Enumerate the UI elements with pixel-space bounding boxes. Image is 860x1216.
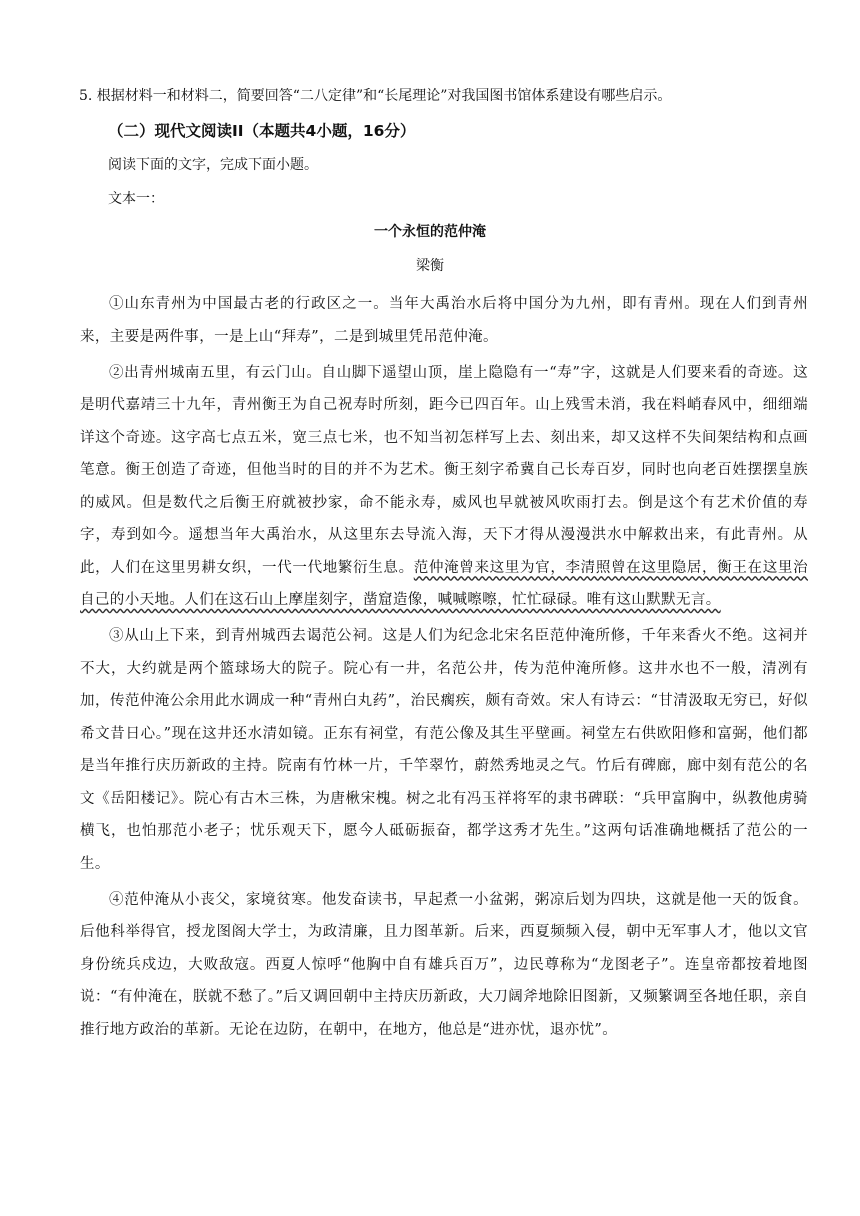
text-label: 文本一：	[108, 191, 164, 207]
article-author: 梁衡	[416, 258, 444, 274]
paragraph-1: ①山东青州为中国最古老的行政区之一。当年大禹治水后将中国分为九州，即有青州。现在人们到青州来，主要是两件事，一是上山“拜寿”，二是到城里凭吊范仲淹。	[80, 296, 808, 345]
paragraph-2	[80, 357, 808, 617]
reading-instruction: 阅读下面的文字，完成下面小题。	[108, 157, 318, 173]
article-title: 一个永恒的范仲淹	[374, 224, 486, 240]
article-body	[80, 288, 808, 1050]
section-heading: （二）现代文阅读II（本题共4小题，16分）	[108, 122, 416, 140]
paragraph-2-text: ②出青州城南五里，有云门山。自山脚下遥望山顶，崖上隐隐有一“寿”字，这就是人们要来看的奇迹。这是明代嘉靖三十九年，青州衡王为自己祝寿时所刻，距今已四百年。山上残雪未消，我在料峭春风中，细细端详这个奇迹。这字高七点五米，宽三点七米，也不知当初怎样写上去、刻出来，却又这样不失间架结构和点画笔意。衡王创造了奇迹，但他当时的目的并不为艺术。衡王刻字希冀自己长寿百岁，同时也向老百姓摆摆皇族的威风。但是数代之后衡王府就被抄家，命不能永寿，威风也早就被风吹雨打去。倒是这个有艺术价值的寿字，寿到如今。遥想当年大禹治水，从这里东去导流入海，天下才得从漫漫洪水中解救出来，有此青州。从此，人们在这里男耕女织，一代一代地繁衍生息。	[80, 364, 808, 576]
paragraph-3: ③从山上下来，到青州城西去谒范公祠。这是人们为纪念北宋名臣范仲淹所修，千年来香火不绝。这祠并不大，大约就是两个篮球场大的院子。院心有一井，名范公井，传为范仲淹所修。这井水也不一般，清冽有加，传范仲淹公余用此水调成一种“青州白丸药”，治民瘸疾，颇有奇效。宋人有诗云：“甘清汲取无穷已，好似希文昔日心。”现在这井还水清如镜。正东有祠堂，有范公像及其生平壁画。祠堂左右供欧阳修和富弼，他们都是当年推行庆历新政的主持。院南有竹林一片，千竿翠竹，蔚然秀地灵之气。竹后有碑廊，廊中刻有范公的名文《岳阳楼记》。院心有古木三株，为唐楸宋槐。树之北有冯玉祥将军的隶书碑联：“兵甲富胸中，纵教他虏骑横飞，也怕那范小老子；忧乐观天下，愿今人砥砺振奋，都学这秀才先生。”这两句话准确地概括了范公的一生。	[80, 628, 808, 872]
question-5: 5. 根据材料一和材料二，简要回答“二八定律”和“长尾理论”对我国图书馆体系建设有哪些启示。	[79, 88, 672, 104]
underlined-passage: 范仲淹曾来这里为官，李清照曾在这里隐居，衡王在这里治自己的小天地。人们在这石山上摩崖刻字，凿窟造像，喊喊嚓嚓，忙忙碌碌。唯有这山默默无言。	[80, 559, 808, 608]
paragraph-4: ④范仲淹从小丧父，家境贫寒。他发奋读书，早起煮一小盆粥，粥凉后划为四块，这就是他一天的饭食。后他科举得官，授龙图阁大学士，为政清廉，且力图革新。后来，西夏频频入侵，朝中无军事人才，他以文官身份统兵戍边，大败敌寇。西夏人惊呼“他胸中自有雄兵百万”，边民尊称为“龙图老子”。连皇帝都按着地图说：“有仲淹在，朕就不愁了。”后又调回朝中主持庆历新政，大刀阔斧地除旧图新，又频繁调至各地任职，亲自推行地方政治的革新。无论在边防，在朝中，在地方，他总是“进亦忧，退亦忧”。	[80, 891, 808, 1038]
